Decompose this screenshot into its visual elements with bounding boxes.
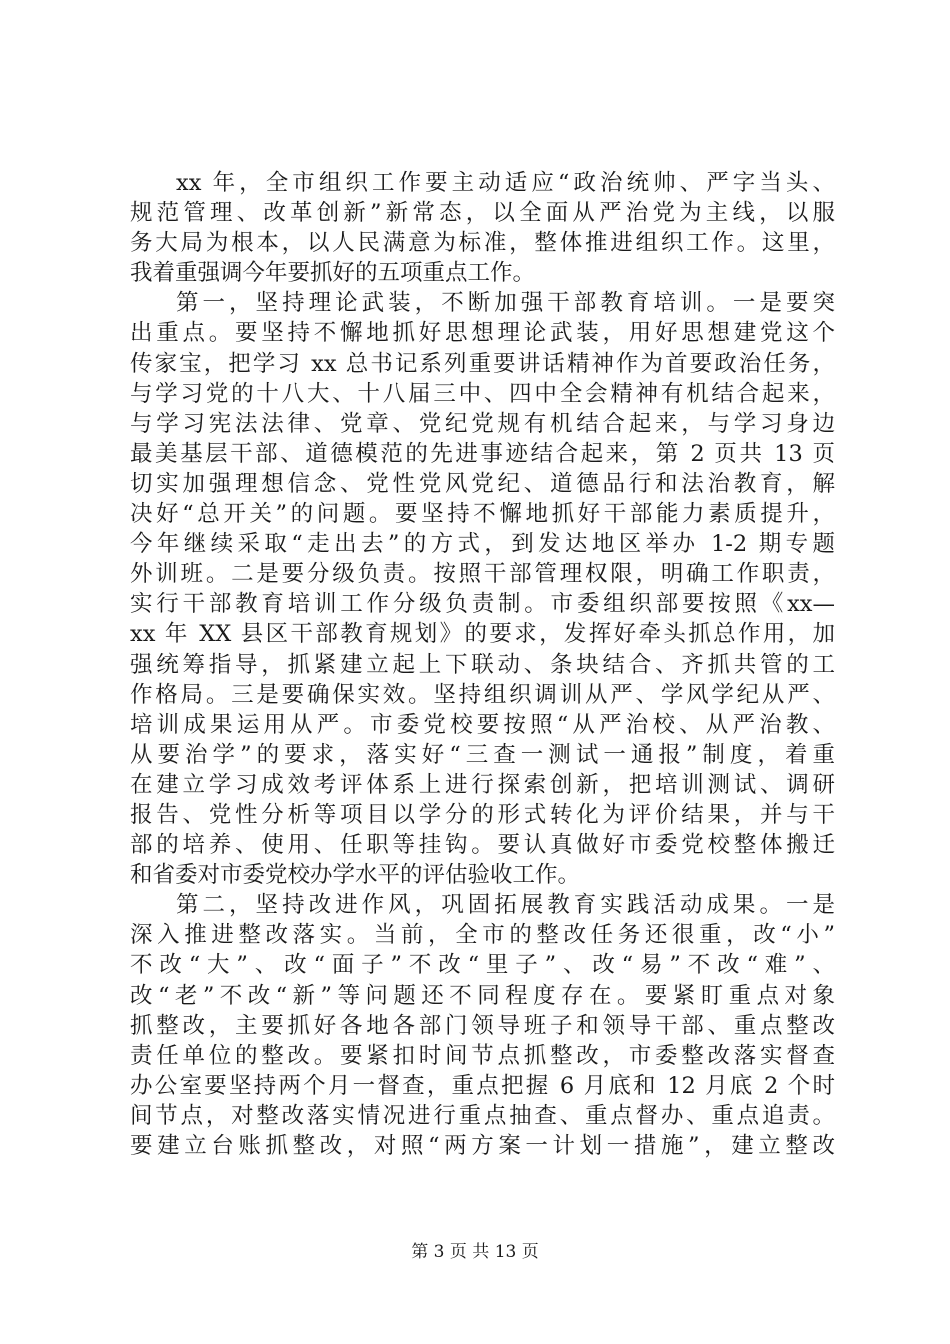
text-line: 和省委对市委党校办学水平的评估验收工作。: [130, 862, 581, 889]
text-line: 从要治学”的要求，落实好“三查一测试一通报”制度，着重: [130, 741, 835, 768]
text-line: 外训班。二是要分级负责。按照干部管理权限，明确工作职责，: [130, 561, 835, 588]
text-line: 与学习党的十八大、十八届三中、四中全会精神有机结合起来，: [130, 380, 835, 407]
text-line: 今年继续采取“走出去”的方式，到发达地区举办 1-2 期专题: [130, 531, 835, 558]
text-line: 传家宝，把学习 xx 总书记系列重要讲话精神作为首要政治任务，: [130, 350, 835, 377]
paragraph-1: [130, 168, 835, 288]
text-line: 强统筹指导，抓紧建立起上下联动、条块结合、齐抓共管的工: [130, 651, 835, 678]
text-line: 第二，坚持改进作风，巩固拓展教育实践活动成果。一是: [176, 892, 835, 919]
text-line: 报告、党性分析等项目以学分的形式转化为评价结果，并与干: [130, 801, 835, 828]
text-line: 部的培养、使用、任职等挂钩。要认真做好市委党校整体搬迁: [130, 832, 835, 859]
paragraph-3: [130, 890, 835, 1161]
text-line: 与学习宪法法律、党章、党纪党规有机结合起来，与学习身边: [130, 410, 835, 437]
text-line: 抓整改，主要抓好各地各部门领导班子和领导干部、重点整改: [130, 1012, 835, 1039]
text-line: 实行干部教育培训工作分级负责制。市委组织部要按照《xx—: [130, 591, 835, 618]
paragraph-2: [130, 288, 835, 890]
text-line: 改“老”不改“新”等问题还不同程度存在。要紧盯重点对象: [130, 982, 835, 1009]
text-line: 要建立台账抓整改，对照“两方案一计划一措施”，建立整改: [130, 1133, 835, 1159]
text-line: 培训成果运用从严。市委党校要按照“从严治校、从严治教、: [130, 711, 835, 738]
text-line: 第一，坚持理论武装，不断加强干部教育培训。一是要突: [176, 290, 835, 317]
text-line: 规范管理、改革创新”新常态，以全面从严治党为主线，以服: [130, 200, 835, 227]
text-line: 决好“总开关”的问题。要坚持不懈地抓好干部能力素质提升，: [130, 501, 835, 528]
page-footer: 第 3 页 共 13 页: [411, 1242, 539, 1262]
text-line: 切实加强理想信念、党性党风党纪、道德品行和法治教育，解: [130, 470, 835, 497]
text-line: xx 年 XX 县区干部教育规划》的要求，发挥好牵头抓总作用，加: [130, 621, 835, 648]
text-line: xx 年，全市组织工作要主动适应“政治统帅、严字当头、: [176, 170, 835, 196]
text-line: 间节点，对整改落实情况进行重点抽查、重点督办、重点追责。: [130, 1102, 835, 1129]
document-body: [130, 168, 835, 1161]
text-line: 作格局。三是要确保实效。坚持组织调训从严、学风学纪从严、: [130, 681, 835, 708]
text-line: 责任单位的整改。要紧扣时间节点抓整改，市委整改落实督查: [130, 1042, 835, 1069]
text-line: 不改“大”、改“面子”不改“里子”、改“易”不改“难”、: [130, 952, 835, 979]
text-line: 在建立学习成效考评体系上进行探索创新，把培训测试、调研: [130, 771, 835, 798]
text-line: 深入推进整改落实。当前，全市的整改任务还很重，改“小”: [130, 922, 835, 949]
text-line: 最美基层干部、道德模范的先进事迹结合起来，第 2 页共 13 页: [130, 440, 835, 467]
text-line: 我着重强调今年要抓好的五项重点工作。: [130, 260, 536, 287]
text-line: 办公室要坚持两个月一督查，重点把握 6 月底和 12 月底 2 个时: [130, 1072, 835, 1099]
text-line: 出重点。要坚持不懈地抓好思想理论武装，用好思想建党这个: [130, 320, 835, 347]
text-line: 务大局为根本，以人民满意为标准，整体推进组织工作。这里，: [130, 230, 835, 257]
